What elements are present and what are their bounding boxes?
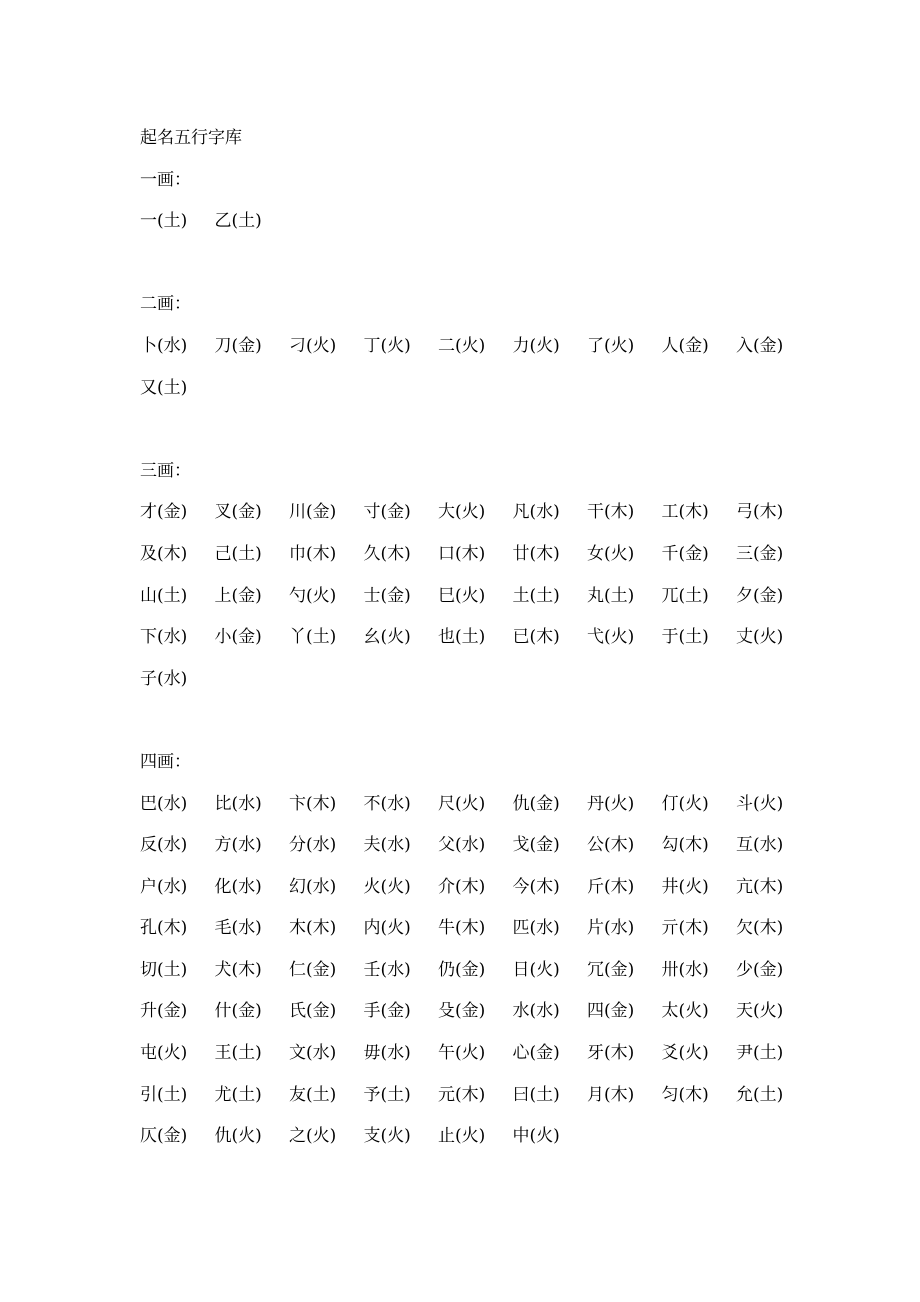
section-heading-line bbox=[140, 291, 820, 333]
character-entry: 川(金) bbox=[289, 502, 337, 523]
character-entry: 勺(火) bbox=[289, 585, 337, 606]
character-row bbox=[140, 208, 820, 250]
character-entry: 士(金) bbox=[363, 585, 411, 606]
character-entry: 又(土) bbox=[140, 377, 188, 398]
character-entry: 殳(金) bbox=[438, 1001, 486, 1022]
character-entry: 友(土) bbox=[289, 1084, 337, 1105]
character-entry: 心(金) bbox=[512, 1043, 560, 1064]
character-entry: 井(火) bbox=[661, 876, 709, 897]
section-heading-line bbox=[140, 458, 820, 500]
character-entry: 日(火) bbox=[512, 959, 560, 980]
character-entry: 氏(金) bbox=[289, 1001, 337, 1022]
character-entry: 爻(火) bbox=[661, 1043, 709, 1064]
character-entry: 月(木) bbox=[587, 1084, 635, 1105]
character-entry: 什(金) bbox=[214, 1001, 262, 1022]
character-entry: 火(火) bbox=[363, 876, 411, 897]
character-entry: 入(金) bbox=[736, 335, 784, 356]
character-entry: 上(金) bbox=[214, 585, 262, 606]
character-entry: 二(火) bbox=[438, 335, 486, 356]
character-row bbox=[140, 541, 820, 583]
character-entry: 子(水) bbox=[140, 668, 188, 689]
section-spacer bbox=[140, 416, 820, 458]
character-entry: 手(金) bbox=[363, 1001, 411, 1022]
character-row bbox=[140, 583, 820, 625]
character-entry: 一(土) bbox=[140, 211, 188, 232]
character-entry: 片(水) bbox=[587, 918, 635, 939]
character-entry: 丸(土) bbox=[587, 585, 635, 606]
character-entry: 寸(金) bbox=[363, 502, 411, 523]
character-entry: 丹(火) bbox=[587, 793, 635, 814]
character-entry: 山(土) bbox=[140, 585, 188, 606]
character-entry: 引(土) bbox=[140, 1084, 188, 1105]
character-entry: 王(土) bbox=[214, 1043, 262, 1064]
section-spacer bbox=[140, 707, 820, 749]
character-entry: 幻(水) bbox=[289, 876, 337, 897]
title-line bbox=[140, 125, 820, 167]
character-entry: 人(金) bbox=[661, 335, 709, 356]
section-heading-line bbox=[140, 749, 820, 791]
character-row bbox=[140, 666, 820, 708]
character-row bbox=[140, 624, 820, 666]
character-entry: 支(火) bbox=[363, 1126, 411, 1147]
character-entry: 己(土) bbox=[214, 543, 262, 564]
character-entry: 才(金) bbox=[140, 502, 188, 523]
character-entry: 尺(火) bbox=[438, 793, 486, 814]
character-entry: 勾(木) bbox=[661, 835, 709, 856]
document-page bbox=[140, 125, 820, 1165]
character-entry: 弓(木) bbox=[736, 502, 784, 523]
character-entry: 今(木) bbox=[512, 876, 560, 897]
section-spacer bbox=[140, 250, 820, 292]
character-entry: 弋(火) bbox=[587, 627, 635, 648]
character-entry: 丈(火) bbox=[736, 627, 784, 648]
character-entry: 尹(土) bbox=[736, 1043, 784, 1064]
character-entry: 户(水) bbox=[140, 876, 188, 897]
character-entry: 乙(土) bbox=[214, 211, 262, 232]
document-title: 起名五行字库 bbox=[140, 128, 242, 148]
character-entry: 仇(火) bbox=[214, 1126, 262, 1147]
character-entry: 少(金) bbox=[736, 959, 784, 980]
character-row bbox=[140, 333, 820, 375]
character-row bbox=[140, 832, 820, 874]
character-entry: 化(水) bbox=[214, 876, 262, 897]
character-entry: 尤(土) bbox=[214, 1084, 262, 1105]
character-entry: 小(金) bbox=[214, 627, 262, 648]
character-entry: 已(木) bbox=[512, 627, 560, 648]
character-entry: 工(木) bbox=[661, 502, 709, 523]
character-entry: 文(水) bbox=[289, 1043, 337, 1064]
character-entry: 允(土) bbox=[736, 1084, 784, 1105]
character-entry: 方(水) bbox=[214, 835, 262, 856]
character-entry: 久(木) bbox=[363, 543, 411, 564]
character-entry: 于(土) bbox=[661, 627, 709, 648]
character-entry: 夫(水) bbox=[363, 835, 411, 856]
character-entry: 太(火) bbox=[661, 1001, 709, 1022]
character-entry: 父(水) bbox=[438, 835, 486, 856]
character-entry: 之(火) bbox=[289, 1126, 337, 1147]
character-entry: 毛(水) bbox=[214, 918, 262, 939]
character-row bbox=[140, 915, 820, 957]
character-entry: 及(木) bbox=[140, 543, 188, 564]
section-heading-line bbox=[140, 167, 820, 209]
character-entry: 毋(水) bbox=[363, 1043, 411, 1064]
character-entry: 牛(木) bbox=[438, 918, 486, 939]
character-entry: 三(金) bbox=[736, 543, 784, 564]
character-entry: 仃(火) bbox=[661, 793, 709, 814]
character-entry: 力(火) bbox=[512, 335, 560, 356]
character-entry: 斗(火) bbox=[736, 793, 784, 814]
section-heading: 二画： bbox=[140, 294, 191, 315]
character-entry: 四(金) bbox=[587, 1001, 635, 1022]
character-row bbox=[140, 998, 820, 1040]
character-entry: 孔(木) bbox=[140, 918, 188, 939]
character-entry: 巳(火) bbox=[438, 585, 486, 606]
character-entry: 刁(火) bbox=[289, 335, 337, 356]
character-entry: 仄(金) bbox=[140, 1126, 188, 1147]
character-entry: 介(木) bbox=[438, 876, 486, 897]
character-entry: 下(水) bbox=[140, 627, 188, 648]
character-entry: 水(水) bbox=[512, 1001, 560, 1022]
character-entry: 天(火) bbox=[736, 1001, 784, 1022]
character-entry: 牙(木) bbox=[587, 1043, 635, 1064]
character-row bbox=[140, 874, 820, 916]
character-entry: 止(火) bbox=[438, 1126, 486, 1147]
stroke-sections bbox=[140, 167, 820, 1165]
character-entry: 了(火) bbox=[587, 335, 635, 356]
character-entry: 丁(火) bbox=[363, 335, 411, 356]
character-entry: 匀(木) bbox=[661, 1084, 709, 1105]
character-entry: 冗(金) bbox=[587, 959, 635, 980]
section-heading: 三画： bbox=[140, 460, 191, 481]
character-entry: 犬(木) bbox=[214, 959, 262, 980]
character-entry: 比(水) bbox=[214, 793, 262, 814]
character-entry: 元(木) bbox=[438, 1084, 486, 1105]
character-entry: 卅(水) bbox=[661, 959, 709, 980]
character-entry: 干(木) bbox=[587, 502, 635, 523]
stroke-section bbox=[140, 416, 820, 707]
character-row bbox=[140, 499, 820, 541]
stroke-section bbox=[140, 707, 820, 1165]
character-entry: 女(火) bbox=[587, 543, 635, 564]
character-entry: 卞(木) bbox=[289, 793, 337, 814]
character-entry: 丫(土) bbox=[289, 627, 337, 648]
character-entry: 予(土) bbox=[363, 1084, 411, 1105]
character-entry: 大(火) bbox=[438, 502, 486, 523]
character-entry: 兀(土) bbox=[661, 585, 709, 606]
character-entry: 不(水) bbox=[363, 793, 411, 814]
character-entry: 戈(金) bbox=[512, 835, 560, 856]
character-row bbox=[140, 957, 820, 999]
character-entry: 亢(木) bbox=[736, 876, 784, 897]
character-entry: 反(水) bbox=[140, 835, 188, 856]
character-entry: 凡(水) bbox=[512, 502, 560, 523]
character-entry: 亓(木) bbox=[661, 918, 709, 939]
character-row bbox=[140, 1123, 820, 1165]
character-entry: 匹(水) bbox=[512, 918, 560, 939]
stroke-section bbox=[140, 167, 820, 250]
character-entry: 屯(火) bbox=[140, 1043, 188, 1064]
section-heading: 一画： bbox=[140, 169, 191, 190]
character-row bbox=[140, 791, 820, 833]
character-entry: 分(水) bbox=[289, 835, 337, 856]
character-entry: 仍(金) bbox=[438, 959, 486, 980]
character-entry: 夕(金) bbox=[736, 585, 784, 606]
character-entry: 廿(木) bbox=[512, 543, 560, 564]
character-row bbox=[140, 375, 820, 417]
character-entry: 卜(水) bbox=[140, 335, 188, 356]
character-entry: 也(土) bbox=[438, 627, 486, 648]
character-entry: 木(木) bbox=[289, 918, 337, 939]
character-row bbox=[140, 1040, 820, 1082]
character-entry: 斤(木) bbox=[587, 876, 635, 897]
character-entry: 公(木) bbox=[587, 835, 635, 856]
character-entry: 壬(水) bbox=[363, 959, 411, 980]
character-entry: 曰(土) bbox=[512, 1084, 560, 1105]
character-entry: 刀(金) bbox=[214, 335, 262, 356]
character-entry: 仇(金) bbox=[512, 793, 560, 814]
character-entry: 叉(金) bbox=[214, 502, 262, 523]
character-entry: 互(水) bbox=[736, 835, 784, 856]
character-entry: 千(金) bbox=[661, 543, 709, 564]
character-entry: 午(火) bbox=[438, 1043, 486, 1064]
stroke-section bbox=[140, 250, 820, 416]
character-entry: 土(土) bbox=[512, 585, 560, 606]
character-entry: 巾(木) bbox=[289, 543, 337, 564]
character-entry: 巴(水) bbox=[140, 793, 188, 814]
character-entry: 中(火) bbox=[512, 1126, 560, 1147]
character-entry: 内(火) bbox=[363, 918, 411, 939]
character-row bbox=[140, 1082, 820, 1124]
character-entry: 仁(金) bbox=[289, 959, 337, 980]
character-entry: 升(金) bbox=[140, 1001, 188, 1022]
section-heading: 四画： bbox=[140, 751, 191, 772]
character-entry: 欠(木) bbox=[736, 918, 784, 939]
character-entry: 切(土) bbox=[140, 959, 188, 980]
character-entry: 口(木) bbox=[438, 543, 486, 564]
character-entry: 幺(火) bbox=[363, 627, 411, 648]
